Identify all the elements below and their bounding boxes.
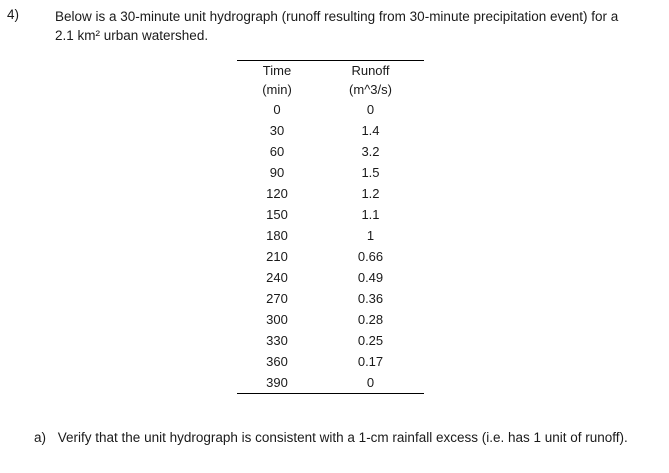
time-cell: 360: [266, 354, 288, 369]
hydrograph-table: [237, 60, 424, 394]
table-row: [237, 225, 424, 246]
runoff-cell: 0.36: [357, 291, 384, 306]
header-runoff-unit: (m^3/s): [349, 82, 392, 97]
intro-line-2: 2.1 km² urban watershed.: [55, 28, 209, 43]
runoff-cell: 1.4: [361, 123, 380, 138]
time-cell: 150: [266, 207, 288, 222]
runoff-cell: 1.2: [361, 186, 380, 201]
runoff-cell: 1.5: [361, 165, 380, 180]
runoff-cell: 0.49: [357, 270, 384, 285]
runoff-cell: 0.17: [357, 354, 384, 369]
time-cell: 390: [266, 375, 288, 390]
table-bottom-rule: [237, 393, 424, 394]
runoff-cell: 0.66: [357, 249, 384, 264]
table-row: [237, 309, 424, 330]
table-row: [237, 162, 424, 183]
time-cell: 60: [269, 144, 285, 159]
time-cell: 90: [269, 165, 285, 180]
time-cell: 0: [273, 102, 281, 117]
header-time: Time: [262, 63, 292, 78]
table-row: [237, 372, 424, 393]
table-header-row-1: [237, 61, 424, 80]
runoff-cell: 0.25: [357, 333, 384, 348]
intro-line-1: Below is a 30-minute unit hydrograph (runoff resulting from 30-minute precipitation event) for a: [55, 9, 619, 24]
time-cell: 180: [266, 228, 288, 243]
time-cell: 330: [266, 333, 288, 348]
table-body: [237, 99, 424, 393]
time-cell: 210: [266, 249, 288, 264]
time-cell: 30: [269, 123, 285, 138]
question-intro: [55, 7, 665, 45]
header-runoff: Runoff: [351, 63, 390, 78]
runoff-cell: 1.1: [361, 207, 380, 222]
table-row: [237, 141, 424, 162]
runoff-cell: 0: [366, 375, 375, 390]
runoff-cell: 3.2: [361, 144, 380, 159]
part-a: [34, 430, 628, 445]
runoff-cell: 0: [366, 102, 375, 117]
table-row: [237, 183, 424, 204]
table-row: [237, 267, 424, 288]
table-row: [237, 246, 424, 267]
runoff-cell: 1: [366, 228, 375, 243]
part-a-text: Verify that the unit hydrograph is consistent with a 1-cm rainfall excess (i.e. has 1 unit of runoff).: [57, 430, 628, 445]
time-cell: 240: [266, 270, 288, 285]
part-a-label: a): [34, 430, 47, 445]
time-cell: 120: [266, 186, 288, 201]
time-cell: 300: [266, 312, 288, 327]
table-row: [237, 288, 424, 309]
table-header-row-2: [237, 80, 424, 99]
table-row: [237, 99, 424, 120]
header-time-unit: (min): [262, 82, 292, 97]
time-cell: 270: [266, 291, 288, 306]
question-number: 4): [7, 7, 20, 22]
table-row: [237, 330, 424, 351]
table-row: [237, 120, 424, 141]
runoff-cell: 0.28: [357, 312, 384, 327]
table-row: [237, 351, 424, 372]
table-row: [237, 204, 424, 225]
